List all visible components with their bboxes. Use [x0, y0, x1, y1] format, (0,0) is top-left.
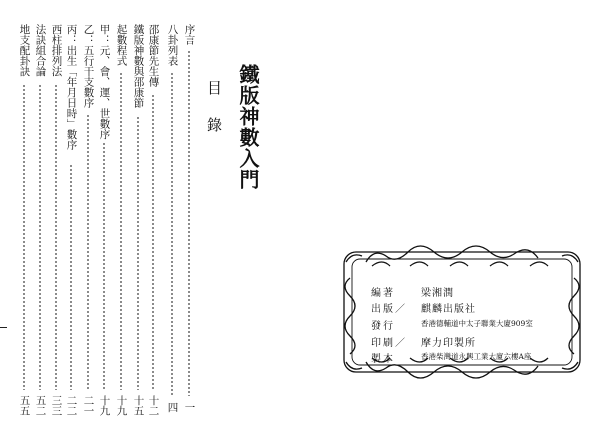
toc-entry-title: 法訣組合論 [34, 24, 47, 77]
toc-entry-title: 地支配卦訣 [18, 24, 31, 77]
credit-value: 梁湘潤 [421, 288, 454, 299]
credit-value: 麒麟出版社 [421, 304, 476, 315]
toc-entry-page: 十五 [132, 395, 145, 416]
credit-value: 摩力印製所 [421, 338, 476, 349]
toc-entry-title: 乙：五行干支數序 [82, 24, 95, 108]
toc-entry-title: 起數程式 [115, 24, 128, 66]
toc-entry-page: 三三 [50, 395, 63, 416]
toc-entry-page: 十二 [147, 395, 160, 416]
toc-entry-page: 二二 [65, 395, 78, 416]
toc-entry-page: 十九 [98, 395, 111, 416]
toc-heading: 目錄 [205, 80, 223, 154]
toc-entry-title: 序言 [183, 24, 196, 45]
toc-entry-title: 八卦列表 [166, 24, 179, 66]
toc-entry-page: 五五 [18, 395, 31, 416]
toc-entry-title: 邵康節先生傳 [147, 24, 160, 87]
credit-label: 出版／ [371, 304, 407, 315]
toc-entry-page: 二一 [82, 395, 95, 416]
toc-entry-title: 甲：元、會、運、世數序 [98, 24, 111, 140]
toc-entry-page: 一 [183, 402, 196, 413]
toc-entry-title: 丙：出生「年月日時」數序 [65, 24, 78, 150]
toc-entry-title: 鐵版神數與邵康節 [132, 24, 145, 108]
toc-entry-page: 四 [166, 402, 179, 413]
toc-entry-page: 十九 [115, 395, 128, 416]
credit-label: 印刷／ [371, 338, 407, 349]
credit-label: 製本 [371, 354, 395, 365]
toc-entry-page: 五二 [34, 395, 47, 416]
toc-entry-title: 西柱排列法 [50, 24, 63, 77]
credit-value: 香港柴灣道永興工業大廈六樓A座 [421, 352, 532, 361]
book-title: 鐵版神數入門 [236, 64, 260, 190]
credit-label: 編著 [371, 288, 395, 299]
credit-value: 香港德輔道中太子聯業大廈909室 [421, 319, 533, 328]
credit-label: 發行 [371, 321, 395, 332]
